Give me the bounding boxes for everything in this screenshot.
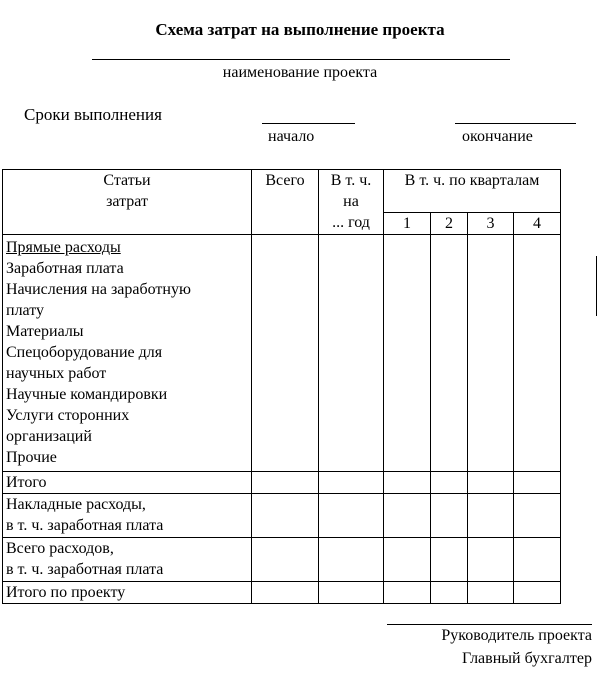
manager-signature-label: Руководитель проекта	[441, 627, 592, 644]
total-expenses-line1: Всего расходов,	[6, 540, 114, 557]
table-cell	[514, 235, 561, 472]
table-cell	[384, 538, 431, 582]
overhead-line1: Накладные расходы,	[6, 496, 146, 513]
header-quarters-label: В т. ч. по кварталам	[404, 172, 540, 189]
table-cell	[468, 472, 514, 494]
table-cell	[384, 472, 431, 494]
project-name-line	[92, 59, 510, 60]
project-total-row-label: Итого по проекту	[3, 582, 252, 604]
cost-table	[2, 169, 561, 604]
table-cell	[514, 538, 561, 582]
list-item: Научные командировки	[6, 386, 168, 403]
header-total	[252, 170, 319, 235]
document-title: Схема затрат на выполнение проекта	[155, 20, 445, 39]
table-cell	[319, 582, 384, 604]
table-cell	[431, 582, 468, 604]
list-item: Прочие	[6, 449, 57, 466]
list-item: организаций	[6, 428, 92, 445]
header-year-line1: В т. ч.	[330, 172, 372, 189]
list-item: Услуги сторонних	[6, 407, 130, 424]
table-cell	[252, 235, 319, 472]
table-cell	[252, 538, 319, 582]
direct-costs-cell	[3, 235, 252, 472]
table-cell	[514, 494, 561, 538]
header-year-line2: на	[343, 193, 359, 210]
table-cell	[514, 582, 561, 604]
list-item: Начисления на заработную	[6, 281, 191, 298]
table-cell	[431, 472, 468, 494]
edge-divider	[596, 256, 597, 316]
header-quarters	[384, 170, 561, 213]
table-cell	[319, 538, 384, 582]
header-quarter-4: 4	[514, 213, 561, 235]
header-quarter-1: 1	[384, 213, 431, 235]
table-cell	[319, 494, 384, 538]
start-label: начало	[268, 128, 315, 145]
signature-line	[387, 624, 592, 625]
total-expenses-line2: в т. ч. заработная плата	[6, 561, 164, 578]
table-cell	[384, 582, 431, 604]
header-items-line1: Статьи	[103, 172, 151, 189]
header-items-line2: затрат	[106, 193, 148, 210]
table-cell	[431, 538, 468, 582]
table-cell	[319, 472, 384, 494]
end-label: окончание	[462, 128, 533, 145]
project-name-label: наименование проекта	[222, 64, 378, 81]
table-cell	[468, 582, 514, 604]
overhead-line2: в т. ч. заработная плата	[6, 517, 164, 534]
table-cell	[468, 538, 514, 582]
list-item: Материалы	[6, 323, 84, 340]
header-items	[3, 170, 252, 235]
total-expenses-row-label	[3, 538, 252, 582]
start-date-line	[262, 123, 355, 124]
header-quarter-3: 3	[468, 213, 514, 235]
table-cell	[252, 472, 319, 494]
accountant-signature-label: Главный бухгалтер	[462, 650, 592, 667]
table-cell	[468, 235, 514, 472]
end-date-line	[455, 123, 576, 124]
subtotal-row-label: Итого	[3, 472, 252, 494]
table-cell	[252, 494, 319, 538]
table-cell	[319, 235, 384, 472]
list-item: плату	[6, 302, 45, 319]
header-year-line3: ... год	[332, 214, 370, 231]
header-year	[319, 170, 384, 235]
table-cell	[514, 472, 561, 494]
table-cell	[384, 235, 431, 472]
list-item: Заработная плата	[6, 260, 124, 277]
direct-costs-heading: Прямые расходы	[6, 239, 121, 256]
overhead-row-label	[3, 494, 252, 538]
list-item: Спецоборудование для	[6, 344, 163, 361]
header-quarter-2: 2	[431, 213, 468, 235]
header-total-label: Всего	[265, 172, 305, 189]
table-cell	[431, 494, 468, 538]
table-cell	[468, 494, 514, 538]
table-cell	[252, 582, 319, 604]
terms-label: Сроки выполнения	[24, 105, 162, 124]
table-cell	[384, 494, 431, 538]
list-item: научных работ	[6, 365, 107, 382]
table-cell	[431, 235, 468, 472]
